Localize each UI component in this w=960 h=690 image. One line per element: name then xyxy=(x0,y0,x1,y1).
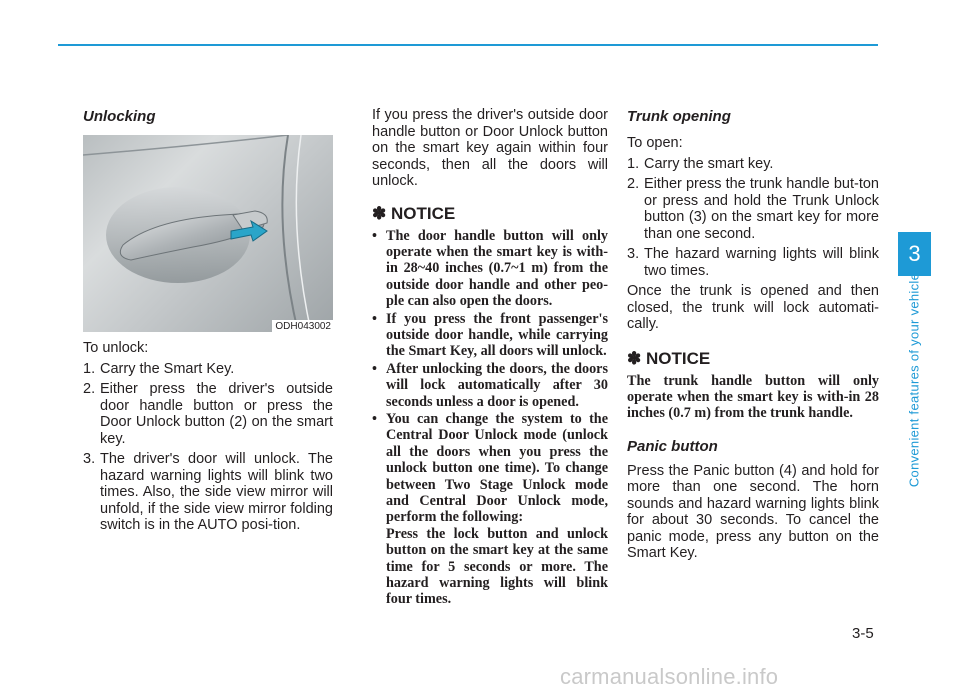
notice-title: NOTICE xyxy=(390,203,456,223)
section-heading-unlocking: Unlocking xyxy=(83,108,156,125)
list-item: 1. Carry the Smart Key. xyxy=(83,360,235,377)
watermark: carmanualsonline.info xyxy=(560,664,779,689)
list-item: 2. Either press the trunk handle but-ton or press and hold the Trunk Unlock button (3) on the smart key for more than one second. xyxy=(627,176,879,242)
trunk-steps xyxy=(627,156,879,280)
list-item: • The door handle button will only operate when the smart key is with-in 28~40 inches (0.7~1 m) from the outside door handle and other peo-ple can also open the doors. xyxy=(372,227,608,310)
section-heading-trunk: Trunk opening xyxy=(627,108,731,125)
trunk-lock-paragraph: Once the trunk is opened and then closed, the trunk will lock automati-cally. xyxy=(627,283,879,332)
door-handle-illustration xyxy=(83,135,333,332)
bullet-continuation: Press the lock button and unlock button on the smart key at the same time for 5 seconds or more. The hazard warning lights will blink four times. xyxy=(386,525,608,608)
unlock-intro: To unlock: xyxy=(83,340,149,356)
trunk-intro: To open: xyxy=(627,135,683,151)
column-middle xyxy=(372,108,608,609)
top-rule xyxy=(58,44,878,46)
column-trunk xyxy=(627,108,879,562)
section-heading-panic: Panic button xyxy=(627,437,718,455)
notice-title: NOTICE xyxy=(645,348,711,368)
door-handle-photo xyxy=(83,135,333,332)
image-code-label: ODH043002 xyxy=(272,320,333,332)
list-item: • You can change the system to the Central Door Unlock mode (unlock all the doors when you press the unlock button one time). To change between Two Stage Unlock mode and Central Door Unlock mode, perform the following: Press the lock button and unlock button on the smart key at the same time for 5 seconds or more. The hazard warning lights will blink four times. xyxy=(372,410,608,608)
list-item: 2. Either press the driver's outside door handle button or press the Door Unlock button (2) on the smart key. xyxy=(83,381,333,447)
chapter-number-tab: 3 xyxy=(898,232,931,276)
notice-star-icon: ✽ xyxy=(627,348,642,368)
list-item: 3. The driver's door will unlock. The hazard warning lights will blink two times. Also, the side view mirror will unfold, if the side view mirror folding switch is in the AUTO posi-tion. xyxy=(83,451,333,533)
trunk-notice-text: The trunk handle button will only operate when the smart key is with-in 28 inches (0.7 m) from the trunk handle. xyxy=(627,372,879,422)
notice-heading xyxy=(627,349,879,369)
column-unlocking xyxy=(83,108,333,538)
list-item: • If you press the front passenger's outside door handle, while carrying the Smart Key, all doors will unlock. xyxy=(372,310,608,360)
notice-bullets xyxy=(372,228,608,608)
notice-heading xyxy=(372,204,608,224)
chapter-title: Convenient features of your vehicle xyxy=(906,272,922,488)
notice-star-icon: ✽ xyxy=(372,203,387,223)
page-number: 3-5 xyxy=(852,625,874,642)
list-item: 3. The hazard warning lights will blink two times. xyxy=(627,246,879,279)
all-doors-paragraph: If you press the driver's outside door handle button or Door Unlock button on the smart key again within four seconds, then all the doors will unlock. xyxy=(372,107,608,189)
list-item: • After unlocking the doors, the doors will lock automatically after 30 seconds unless a door is opened. xyxy=(372,360,608,410)
unlock-steps xyxy=(83,361,333,534)
list-item: 1. Carry the smart key. xyxy=(627,155,774,172)
panic-paragraph: Press the Panic button (4) and hold for more than one second. The horn sounds and hazard warning lights blink for about 30 seconds. To cancel the panic mode, press any button on the Smart Key. xyxy=(627,462,879,562)
